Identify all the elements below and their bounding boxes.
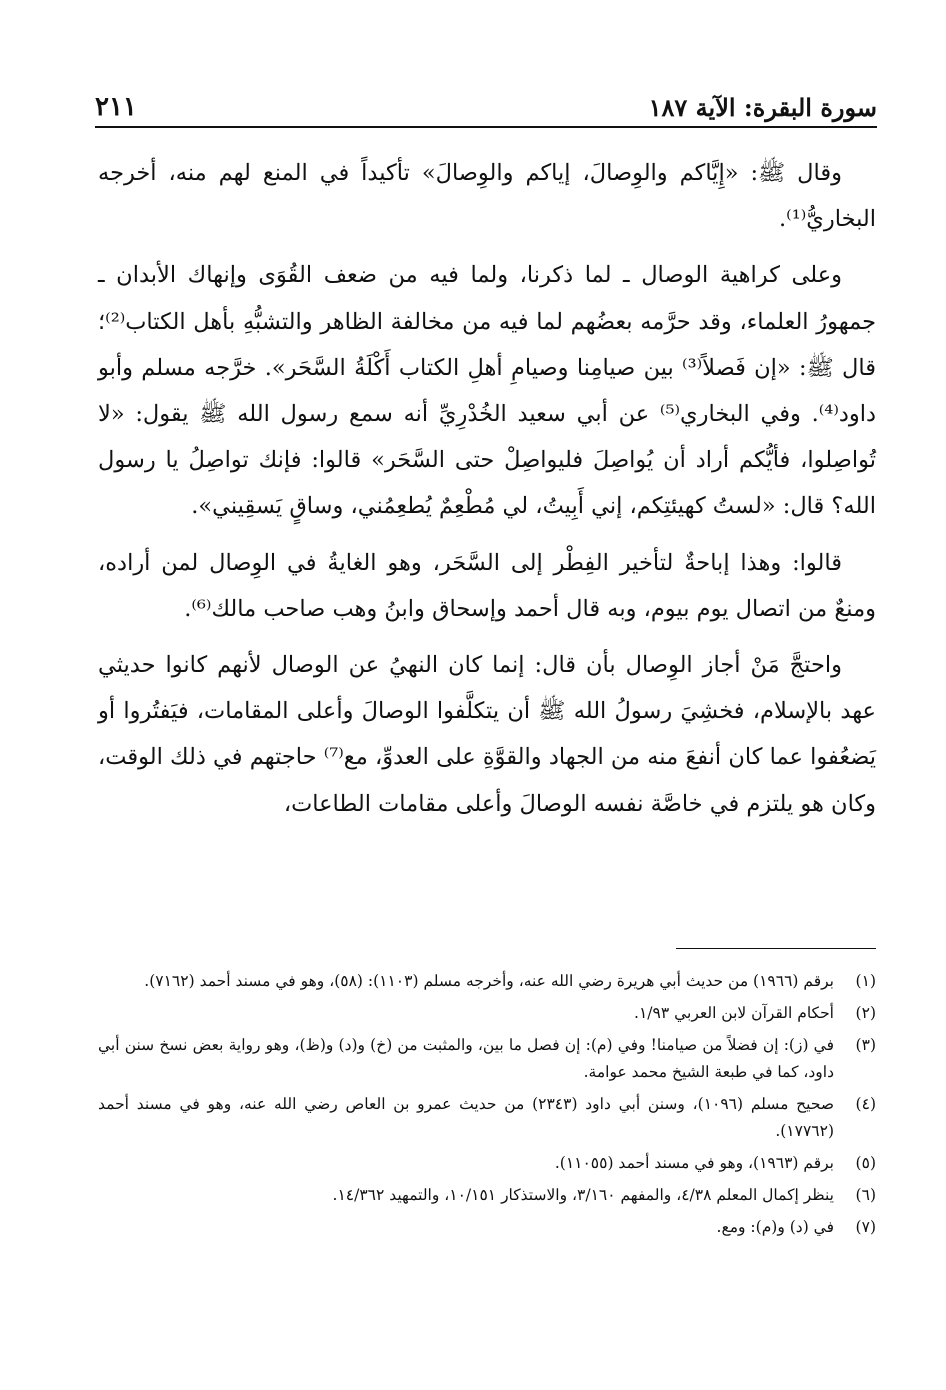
footnote-number: (٣): [855, 1036, 876, 1054]
footnote: [98, 1032, 876, 1086]
page-number: ٢١١: [95, 92, 137, 122]
footnote: [98, 1091, 876, 1145]
footnote-text: برقم (١٩٦٦) من حديث أبي هريرة رضي الله عنه، وأخرجه مسلم (١١٠٣): (٥٨)، وهو في مسند أحمد (٧١٦٢).: [144, 972, 834, 990]
paragraph: وقال ﷺ: «إِيَّاكم والوِصالَ، إياكم والوِصالَ» تأكيداً في المنع لهم منه، أخرجه البخاريُّ⁽¹⁾.: [98, 160, 876, 233]
footnote-separator: [676, 948, 876, 949]
footnote: [98, 1182, 876, 1209]
footnote: [98, 1214, 876, 1241]
footnote-number: (١): [855, 972, 876, 990]
footnote-number: (٢): [855, 1004, 876, 1022]
footnote-number: (٧): [855, 1218, 876, 1236]
main-text: [98, 150, 876, 837]
running-header: [95, 82, 877, 128]
footnote-number: (٥): [855, 1154, 876, 1172]
footnote-text: في (ز): إن فضلاً من صيامنا! وفي (م): إن فصل ما بين، والمثبت من (خ) و(د) و(ظ)، وهو رواية بعض نسخ سنن أبي داود، كما في طبعة الشيخ محمد عوامة.: [98, 1036, 834, 1081]
footnote-text: صحيح مسلم (١٠٩٦)، وسنن أبي داود (٢٣٤٣) من حديث عمرو بن العاص رضي الله عنه، وهو في مسند أحمد (١٧٧٦٢).: [98, 1095, 835, 1140]
footnote-text: ينظر إكمال المعلم ٤/٣٨، والمفهم ٣/١٦٠، والاستذكار ١٠/١٥١، والتمهيد ١٤/٣٦٢.: [332, 1186, 834, 1204]
footnote: [98, 1000, 876, 1027]
footnote-text: أحكام القرآن لابن العربي ١/٩٣.: [634, 1004, 834, 1022]
footnote-number: (٦): [855, 1186, 876, 1204]
footnotes: [98, 968, 876, 1246]
paragraph: وعلى كراهية الوصال ـ لما ذكرنا، ولما فيه من ضعف القُوَى وإنهاك الأبدان ـ جمهورُ العلماء، وقد حرَّمه بعضُهم لما فيه من مخالفة الظاهر والتشبُّهِ بأهل الكتاب⁽²⁾؛ قال ﷺ: «إن فَصلاً⁽³⁾ بين صيامِنا وصيامِ أهلِ الكتاب أَكْلَةُ السَّحَر». خرَّجه مسلم وأبو داود⁽⁴⁾. وفي البخاري⁽⁵⁾ عن أبي سعيد الخُدْرِيِّ أنه سمع رسول الله ﷺ يقول: «لا تُواصِلوا، فأيُّكم أراد أن يُواصِلَ فليواصِلْ حتى السَّحَر» قالوا: فإنك تواصِلُ يا رسول الله؟ قال: «لستُ كهيئتِكم، إني أَبِيتُ، لي مُطْعِمٌ يُطعِمُني، وساقٍ يَسقِيني».: [98, 262, 877, 520]
footnote-number: (٤): [855, 1095, 876, 1113]
paragraph: واحتجَّ مَنْ أجاز الوِصال بأن قال: إنما كان النهيُ عن الوصال لأنهم كانوا حديثي عهد بالإسلام، فخشِيَ رسولُ الله ﷺ أن يتكلَّفوا الوصالَ وأعلى المقامات، فيَفتُروا أو يَضعُفوا عما كان أنفعَ منه من الجهاد والقوَّةِ على العدوِّ، مع⁽⁷⁾ حاجتهم في ذلك الوقت، وكان هو يلتزم في خاصَّة نفسه الوصالَ وأعلى مقامات الطاعات،: [98, 652, 876, 817]
paragraph: قالوا: وهذا إباحةٌ لتأخير الفِطْر إلى السَّحَر، وهو الغايةُ في الوِصال لمن أراده، ومنعٌ من اتصال يوم بيوم، وبه قال أحمد وإسحاق وابنُ وهب صاحب مالك⁽⁶⁾.: [98, 549, 876, 622]
footnote-text: برقم (١٩٦٣)، وهو في مسند أحمد (١١٠٥٥).: [554, 1154, 834, 1172]
footnote: [98, 1150, 876, 1177]
footnote: [98, 968, 876, 995]
footnote-text: في (د) و(م): ومع.: [716, 1218, 834, 1236]
surah-title: سورة البقرة: الآية ١٨٧: [648, 93, 877, 122]
